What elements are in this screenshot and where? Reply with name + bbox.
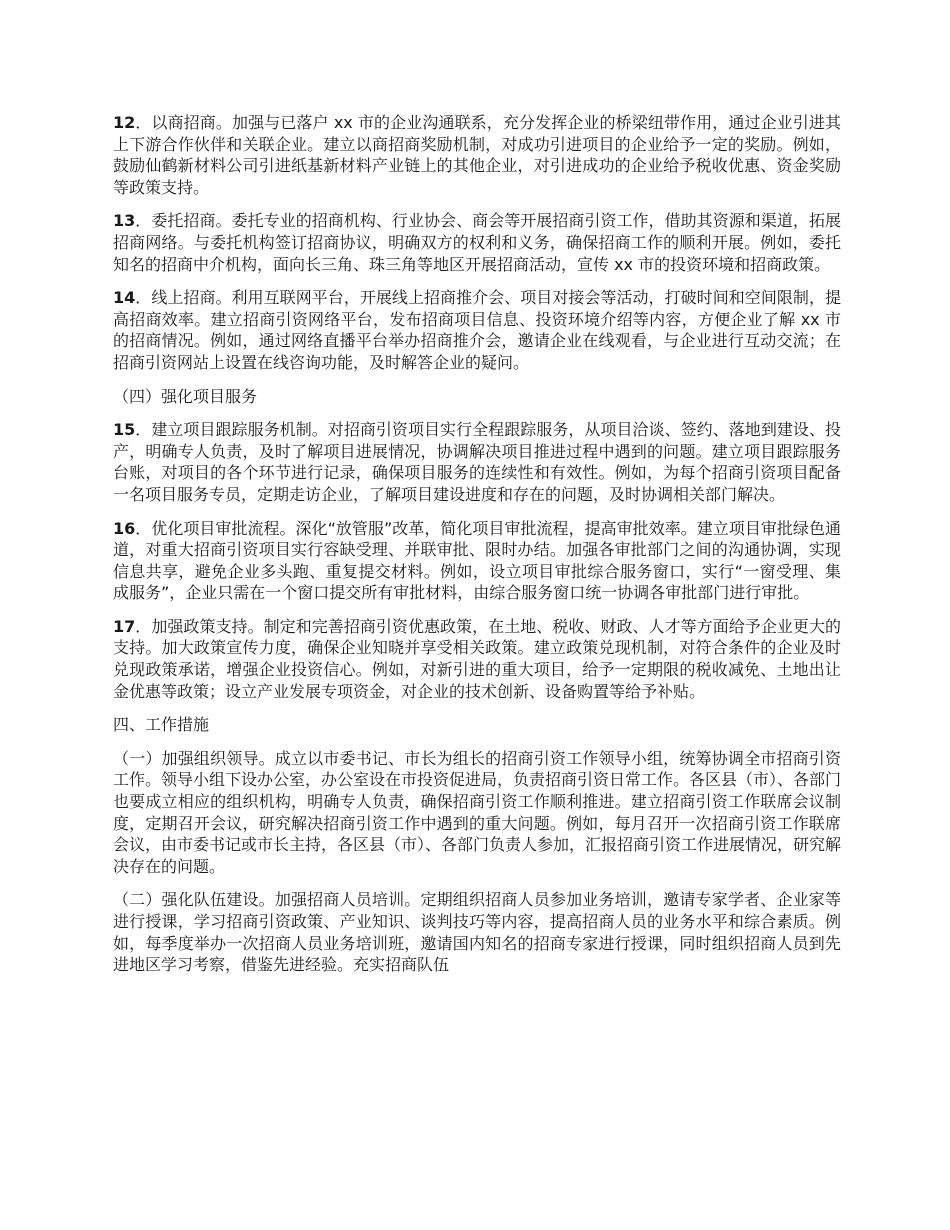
paragraph-15 [113, 419, 841, 505]
paragraph-text: ．加强政策支持。制定和完善招商引资优惠政策，在土地、税收、财政、人才等方面给予企业更大的支持。加大政策宣传力度，确保企业知晓并享受相关政策。建立政策兑现机制，对符合条件的企业及时兑现政策承诺，增强企业投资信心。例如，对新引进的重大项目，给予一定期限的税收减免、土地出让金优惠等政策；设立产业发展专项资金，对企业的技术创新、设备购置等给予补贴。 [113, 616, 841, 701]
document-page [113, 112, 841, 988]
item-number: 13 [113, 211, 136, 231]
section-heading-4: （四）强化项目服务 [113, 386, 258, 406]
chapter-heading: 四、工作措施 [113, 715, 210, 735]
item-number: 14 [113, 288, 136, 308]
item-number: 15 [113, 420, 136, 440]
measure-team-building: （二）强化队伍建设。加强招商人员培训。定期组织招商人员参加业务培训，邀请专家学者、企业家等进行授课，学习招商引资政策、产业知识、谈判技巧等内容，提高招商人员的业务水平和综合素质。例如，每季度举办一次招商人员业务培训班，邀请国内知名的招商专家进行授课，同时组织招商人员到先进地区学习考察，借鉴先进经验。充实招商队伍 [113, 890, 841, 975]
item-number: 16 [113, 518, 136, 538]
paragraph-text: ．线上招商。利用互联网平台，开展线上招商推介会、项目对接会等活动，打破时间和空间限制，提高招商效率。建立招商引资网络平台，发布招商项目信息、投资环境介绍等内容，方便企业了解 xx 市的招商情况。例如，通过网络直播平台举办招商推介会，邀请企业在线观看，与企业进行互动交流；在招商引资网站上设置在线咨询功能，及时解答企业的疑问。 [113, 288, 841, 372]
paragraph-text: ．以商招商。加强与已落户 xx 市的企业沟通联系，充分发挥企业的桥梁纽带作用，通过企业引进其上下游合作伙伴和关联企业。建立以商招商奖励机制，对成功引进项目的企业给予一定的奖励。例如，鼓励仙鹤新材料公司引进纸基新材料产业链上的其他企业，对引进成功的企业给予税收优惠、资金奖励等政策支持。 [113, 113, 841, 197]
paragraph-13 [113, 210, 841, 275]
item-number: 17 [113, 616, 136, 636]
measure-organization: （一）加强组织领导。成立以市委书记、市长为组长的招商引资工作领导小组，统筹协调全市招商引资工作。领导小组下设办公室，办公室设在市投资促进局，负责招商引资日常工作。各区县（市）、各部门也要成立相应的组织机构，明确专人负责，确保招商引资工作顺利推进。建立招商引资工作联席会议制度，定期召开会议，研究解决招商引资工作中遇到的重大问题。例如，每月召开一次招商引资工作联席会议，由市委书记或市长主持，各区县（市）、各部门负责人参加，汇报招商引资工作进展情况，研究解决存在的问题。 [113, 748, 842, 876]
paragraph-17 [113, 616, 841, 702]
paragraph-16 [113, 518, 841, 604]
paragraph-text: ．委托招商。委托专业的招商机构、行业协会、商会等开展招商引资工作，借助其资源和渠道，拓展招商网络。与委托机构签订招商协议，明确双方的权利和义务，确保招商工作的顺利开展。例如，委托知名的招商中介机构，面向长三角、珠三角等地区开展招商活动，宣传 xx 市的投资环境和招商政策。 [113, 211, 841, 274]
paragraph-text: ．建立项目跟踪服务机制。对招商引资项目实行全程跟踪服务，从项目洽谈、签约、落地到建设、投产，明确专人负责，及时了解项目进展情况，协调解决项目推进过程中遇到的问题。建立项目跟踪服务台账，对项目的各个环节进行记录，确保项目服务的连续性和有效性。例如，为每个招商引资项目配备一名项目服务专员，定期走访企业，了解项目建设进度和存在的问题，及时协调相关部门解决。 [113, 420, 841, 504]
item-number: 12 [113, 113, 136, 132]
paragraph-text: ．优化项目审批流程。深化“放管服”改革，简化项目审批流程，提高审批效率。建立项目审批绿色通道，对重大招商引资项目实行容缺受理、并联审批、限时办结。加强各审批部门之间的沟通协调，实现信息共享，避免企业多头跑、重复提交材料。例如，设立项目审批综合服务窗口，实行“一窗受理、集成服务”，企业只需在一个窗口提交所有审批材料，由综合服务窗口统一协调各审批部门进行审批。 [113, 518, 841, 603]
paragraph-14 [113, 287, 841, 373]
paragraph-12 [113, 112, 841, 198]
